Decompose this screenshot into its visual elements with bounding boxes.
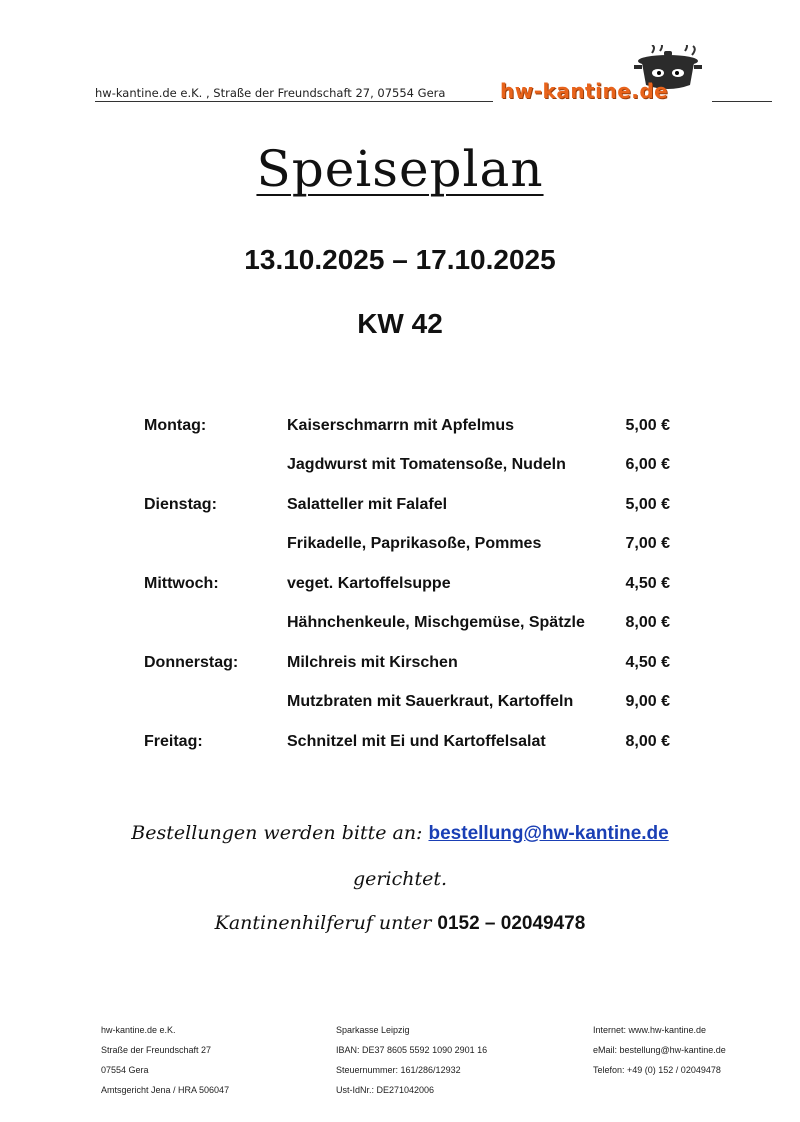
logo-text: hw-kantine.de: [500, 79, 669, 103]
menu-row: [0, 456, 800, 480]
menu-dish: Salatteller mit Falafel: [287, 496, 448, 513]
imprint-line: 07554 Gera: [101, 1065, 149, 1075]
menu-row: [0, 535, 800, 559]
menu-dish: Kaiserschmarrn mit Apfelmus: [287, 417, 515, 434]
menu-row: [0, 614, 800, 638]
imprint-line: Sparkasse Leipzig: [336, 1025, 410, 1035]
menu-row: [0, 417, 800, 441]
company-logo: [500, 45, 772, 103]
menu-row: [0, 693, 800, 717]
imprint-line: Straße der Freundschaft 27: [101, 1045, 212, 1055]
menu-price: 4,50 €: [625, 575, 670, 592]
help-prefix: Kantinenhilferuf unter: [214, 912, 438, 934]
menu-dish: Mutzbraten mit Sauerkraut, Kartoffeln: [287, 693, 574, 710]
menu-price: 4,50 €: [625, 654, 670, 671]
menu-dish: Jagdwurst mit Tomatensoße, Nudeln: [287, 456, 566, 473]
menu-price: 9,00 €: [625, 693, 670, 710]
menu-row: [0, 654, 800, 678]
date-range: 13.10.2025 – 17.10.2025: [244, 244, 556, 275]
imprint-line: Amtsgericht Jena / HRA 506047: [101, 1085, 230, 1095]
imprint-contact: [593, 1020, 726, 1080]
imprint-line: Ust-IdNr.: DE271042006: [336, 1085, 435, 1095]
imprint-line: eMail: bestellung@hw-kantine.de: [593, 1045, 726, 1055]
menu-price: 7,00 €: [625, 535, 670, 552]
menu-price: 8,00 €: [625, 733, 670, 750]
menu-price: 6,00 €: [625, 456, 670, 473]
menu-row: [0, 733, 800, 757]
imprint-company: [101, 1020, 229, 1100]
page-title: Speiseplan: [256, 140, 544, 198]
menu-price: 5,00 €: [625, 496, 670, 513]
menu-price: 5,00 €: [625, 417, 670, 434]
imprint-line: IBAN: DE37 8605 5592 1090 2901 16: [336, 1045, 488, 1055]
menu-price: 8,00 €: [625, 614, 670, 631]
page-title-wrap: [0, 140, 800, 198]
header-rule: [712, 101, 772, 102]
menu-day: Donnerstag:: [144, 654, 239, 671]
menu-row: [0, 496, 800, 520]
menu-day: Dienstag:: [144, 496, 217, 513]
order-prefix: Bestellungen werden bitte an:: [131, 822, 429, 844]
imprint-bank: [336, 1020, 487, 1100]
menu-day: Montag:: [144, 417, 207, 434]
menu-day: Mittwoch:: [144, 575, 219, 592]
calendar-week: KW 42: [357, 308, 443, 339]
order-email-link[interactable]: bestellung@hw-kantine.de: [428, 823, 669, 844]
imprint-line: Telefon: +49 (0) 152 / 02049478: [593, 1065, 721, 1075]
header-address: hw-kantine.de e.K. , Straße der Freundschaft 27, 07554 Gera: [95, 86, 493, 102]
menu-dish: Frikadelle, Paprikasoße, Pommes: [287, 535, 542, 552]
help-phone: 0152 – 02049478: [437, 913, 586, 934]
order-suffix: gerichtet.: [353, 868, 447, 890]
menu-day: Freitag:: [144, 733, 203, 750]
imprint-line: hw-kantine.de e.K.: [101, 1025, 176, 1035]
imprint-line: Steuernummer: 161/286/12932: [336, 1065, 461, 1075]
menu-dish: veget. Kartoffelsuppe: [287, 575, 451, 592]
imprint-line: Internet: www.hw-kantine.de: [593, 1025, 707, 1035]
menu-dish: Milchreis mit Kirschen: [287, 654, 458, 671]
menu-row: [0, 575, 800, 599]
order-instructions: [0, 822, 800, 845]
menu-dish: Schnitzel mit Ei und Kartoffelsalat: [287, 733, 546, 750]
help-hotline: [0, 912, 800, 935]
menu-dish: Hähnchenkeule, Mischgemüse, Spätzle: [287, 614, 585, 631]
